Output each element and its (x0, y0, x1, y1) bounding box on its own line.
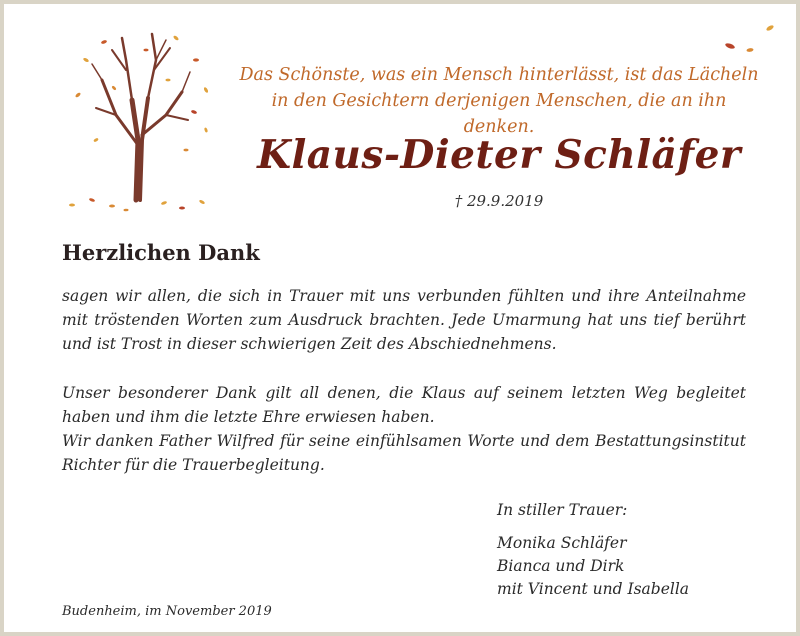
signature-line-1: Monika Schläfer (497, 534, 627, 552)
quote-line-2: in den Gesichtern derjenigen Menschen, die an ihn denken. (271, 91, 727, 137)
thanks-paragraph-3: Wir danken Father Wilfred für seine einfühlsamen Worte und dem Bestattungsinstitut Richter für die Trauerbegleitung. (62, 432, 746, 474)
thanks-paragraph-2: Unser besonderer Dank gilt all denen, die Klaus auf seinem letzten Weg begleitet haben und ihm die letzte Ehre erwiesen haben. (62, 384, 746, 426)
thanks-paragraph-1: sagen wir allen, die sich in Trauer mit uns verbunden fühlten und ihre Anteilnahme mit tröstenden Worten zum Ausdruck brachten. Jede Umarmung hat uns tief berührt und ist Trost in dieser schwierigen Zeit des Abschiednehmens. (62, 287, 746, 353)
signature-line-3: mit Vincent und Isabella (497, 580, 690, 598)
memorial-quote (239, 62, 759, 140)
death-date: † 29.9.2019 (454, 192, 544, 210)
autumn-tree-icon (56, 20, 226, 220)
quote-line-1: Das Schönste, was ein Mensch hinterlässt, ist das Lächeln (239, 65, 759, 85)
deceased-name: Klaus-Dieter Schläfer (257, 132, 741, 178)
thanks-heading: Herzlichen Dank (62, 240, 260, 265)
falling-leaves-icon (716, 18, 786, 58)
place-date: Budenheim, im November 2019 (62, 604, 272, 619)
signature-block (497, 499, 689, 601)
signature-line-2: Bianca und Dirk (497, 557, 625, 575)
signature-intro: In stiller Trauer: (497, 501, 628, 519)
